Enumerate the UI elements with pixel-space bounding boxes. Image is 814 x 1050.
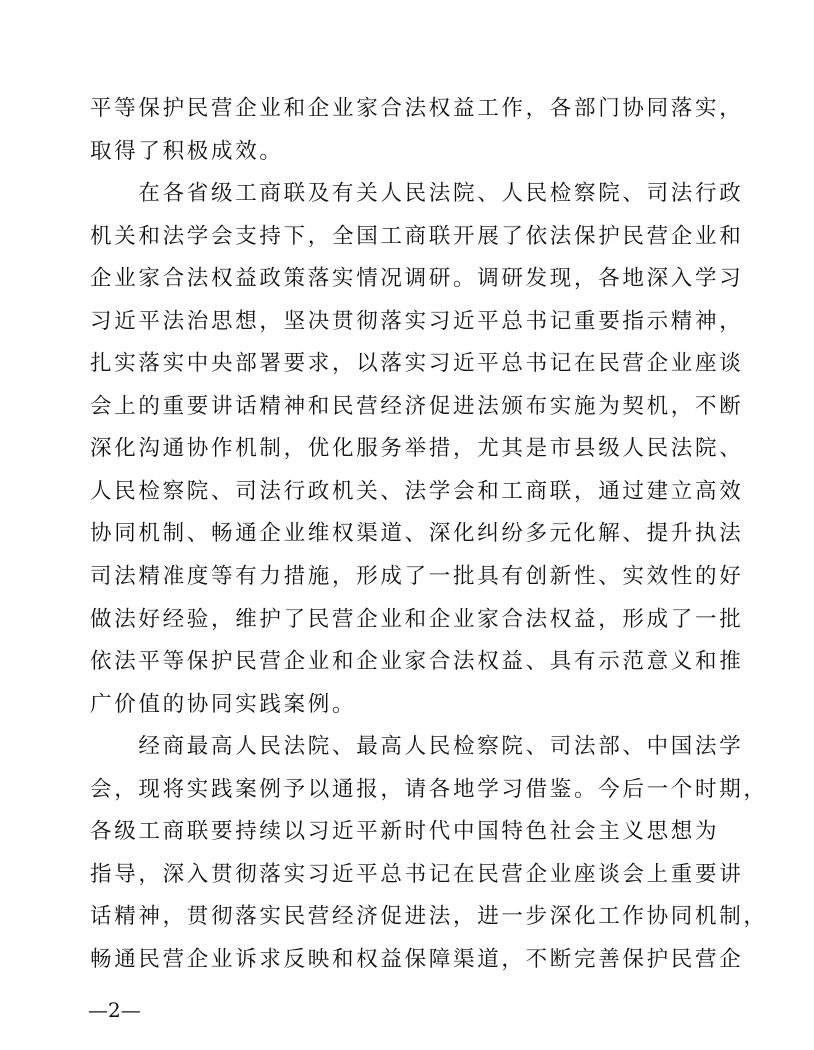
text-line: 司法精准度等有力措施，形成了一批具有创新性、实效性的好 <box>90 564 744 590</box>
text-line: 深化沟通协作机制，优化服务举措，尤其是市县级人民法院、 <box>90 436 744 462</box>
text-line: 做法好经验，维护了民营企业和企业家合法权益，形成了一批 <box>90 606 744 632</box>
text-line: 机关和法学会支持下，全国工商联开展了依法保护民营企业和 <box>90 223 744 249</box>
text-line: 各级工商联要持续以习近平新时代中国特色社会主义思想为 <box>90 819 720 845</box>
text-line: 会，现将实践案例予以通报，请各地学习借鉴。今后一个时期， <box>90 776 768 802</box>
text-line: 协同机制、畅通企业维权渠道、深化纠纷多元化解、提升执法 <box>90 521 744 547</box>
text-line: 依法平等保护民营企业和企业家合法权益、具有示范意义和推 <box>90 649 744 675</box>
text-line: 会上的重要讲话精神和民营经济促进法颁布实施为契机，不断 <box>90 393 744 419</box>
text-line: 企业家合法权益政策落实情况调研。调研发现，各地深入学习 <box>90 266 744 292</box>
text-line: 扎实落实中央部署要求，以落实习近平总书记在民营企业座谈 <box>90 351 744 377</box>
text-line: 经商最高人民法院、最高人民检察院、司法部、中国法学 <box>138 734 744 760</box>
text-line: 取得了积极成效。 <box>90 138 284 164</box>
page-number: —2— <box>88 998 141 1022</box>
text-line: 畅通民营企业诉求反映和权益保障渠道，不断完善保护民营企 <box>90 946 744 972</box>
text-line: 广价值的协同实践案例。 <box>90 691 357 717</box>
document-body <box>90 88 768 981</box>
text-line: 平等保护民营企业和企业家合法权益工作，各部门协同落实， <box>90 96 744 121</box>
text-line: 话精神，贯彻落实民营经济促进法，进一步深化工作协同机制， <box>90 904 768 930</box>
text-line: 在各省级工商联及有关人民法院、人民检察院、司法行政 <box>138 181 744 207</box>
text-line: 人民检察院、司法行政机关、法学会和工商联，通过建立高效 <box>90 478 744 504</box>
text-line: 习近平法治思想，坚决贯彻落实习近平总书记重要指示精神， <box>90 308 744 334</box>
text-line: 指导，深入贯彻落实习近平总书记在民营企业座谈会上重要讲 <box>90 861 744 887</box>
